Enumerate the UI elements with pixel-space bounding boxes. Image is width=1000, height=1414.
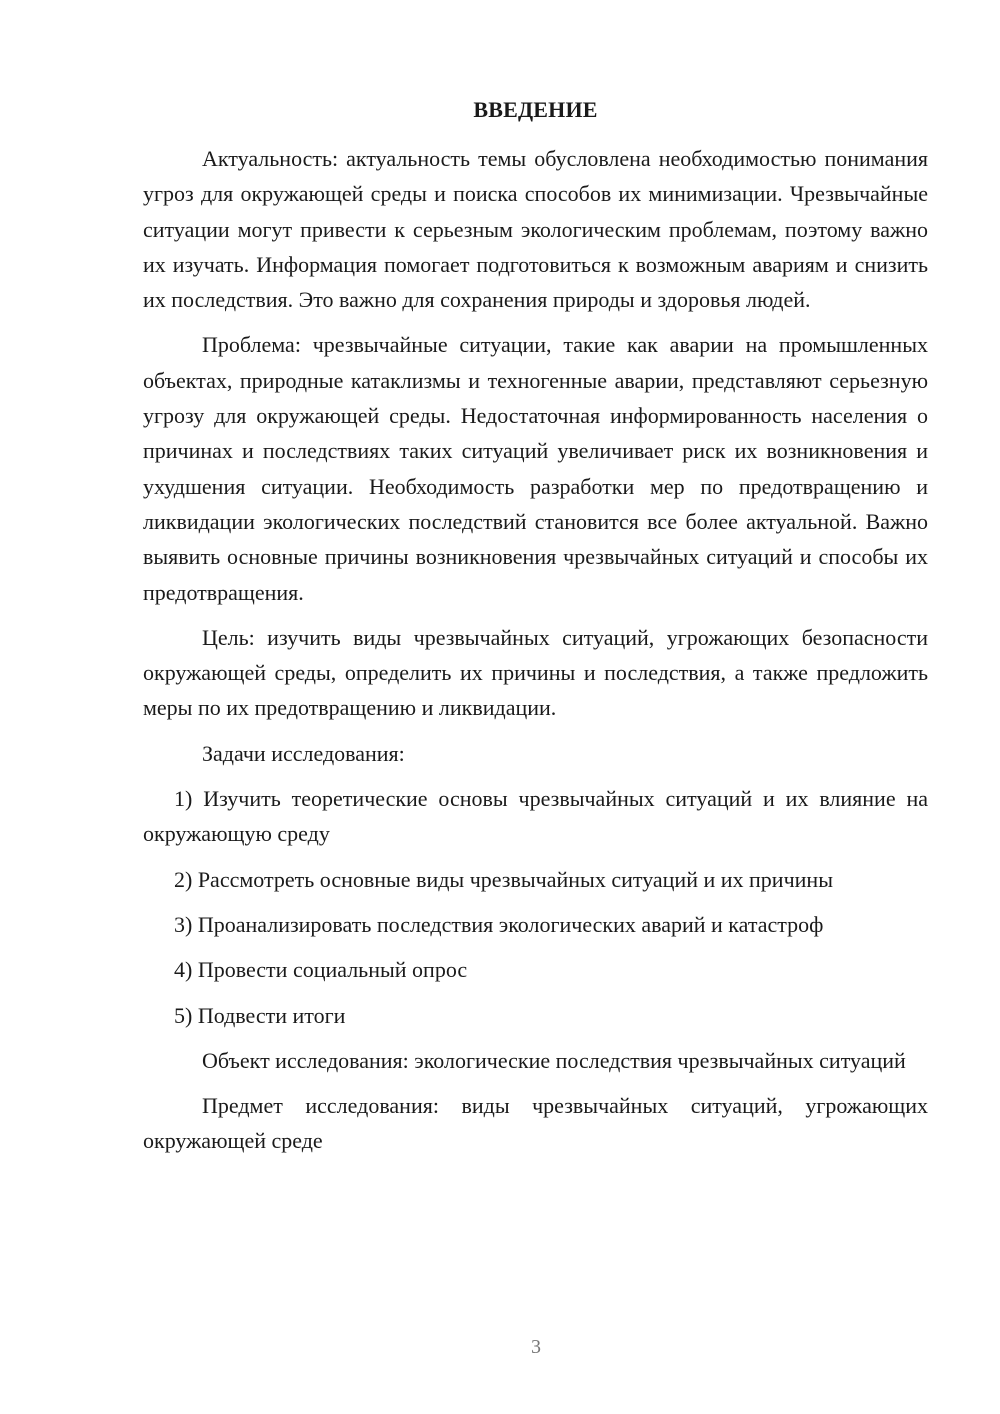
paragraph-problem: Проблема: чрезвычайные ситуации, такие как аварии на промышленных объектах, природные катаклизмы и техногенные аварии, представляют серьезную угрозу для окружающей среды. Недостаточная информированность населения о причинах и последствиях таких ситуаций увеличивает риск их возникновения и ухудшения ситуации. Необходимость разработки мер по предотвращению и ликвидации экологических последствий становится все более актуальной. Важно выявить основные причины возникновения чрезвычайных ситуаций и способы их предотвращения. xyxy=(143,332,928,605)
paragraph-research-object: Объект исследования: экологические последствия чрезвычайных ситуаций xyxy=(202,1047,906,1073)
task-item-3: 3) Проанализировать последствия экологических аварий и катастроф xyxy=(174,911,824,937)
paragraph-relevance: Актуальность: актуальность темы обусловлена необходимостью понимания угроз для окружающей среды и поиска способов их минимизации. Чрезвычайные ситуации могут привести к серьезным экологическим проблемам, поэтому важно их изучать. Информация помогает подготовиться к возможным авариям и снизить их последствия. Это важно для сохранения природы и здоровья людей. xyxy=(143,146,928,313)
page-content xyxy=(143,92,928,1169)
task-item-5: 5) Подвести итоги xyxy=(174,1002,346,1028)
section-title: ВВЕДЕНИЕ xyxy=(473,97,598,122)
page-number: 3 xyxy=(531,1336,541,1358)
paragraph-research-subject: Предмет исследования: виды чрезвычайных ситуаций, угрожающих окружающей среде xyxy=(143,1093,928,1154)
task-item-4: 4) Провести социальный опрос xyxy=(174,957,468,983)
task-item-1: 1) Изучить теоретические основы чрезвычайных ситуаций и их влияние на окружающую среду xyxy=(143,786,928,847)
task-item-2: 2) Рассмотреть основные виды чрезвычайных ситуаций и их причины xyxy=(174,866,833,892)
paragraph-tasks-heading: Задачи исследования: xyxy=(202,740,405,766)
paragraph-goal: Цель: изучить виды чрезвычайных ситуаций, угрожающих безопасности окружающей среды, определить их причины и последствия, а также предложить меры по их предотвращению и ликвидации. xyxy=(143,624,928,721)
